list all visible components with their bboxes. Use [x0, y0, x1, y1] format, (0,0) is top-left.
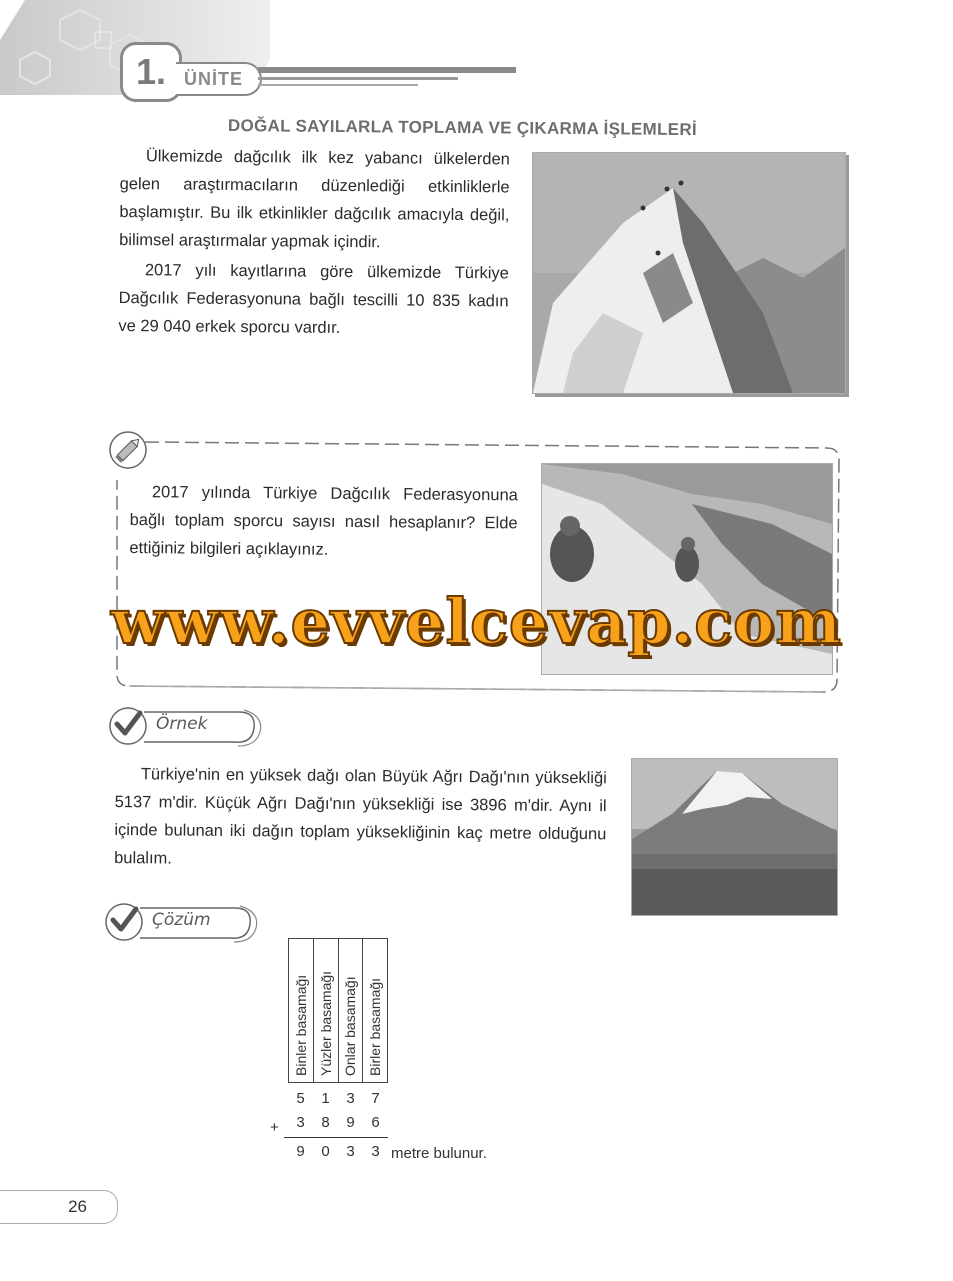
digit: 0 [321, 1143, 330, 1160]
intro-paragraph-1: Ülkemizde dağcılık ilk kez yabancı ülkelerden gelen araştırmacıların düzenlediği etkinliklerle başlamıştır. Bu ilk etkinlikler dağcılık amacıyla değil, bilimsel araştırmalar yapmak içindir. [119, 147, 510, 252]
place-value-table [288, 938, 388, 1083]
solution-label: Çözüm [152, 910, 211, 930]
digit: 3 [296, 1114, 305, 1131]
addend-row-1 [288, 1090, 388, 1107]
digit: 6 [371, 1114, 380, 1131]
checkmark-icon [108, 904, 140, 936]
digit: 3 [346, 1143, 355, 1160]
intro-paragraph-2: 2017 yılı kayıtlarına göre ülkemizde Türkiye Dağcılık Federasyonuna bağlı tescilli 10 835 kadın ve 29 040 erkek sporcu vardır. [118, 261, 509, 337]
digit: 5 [296, 1090, 305, 1107]
column-header: Yüzler basamağı [317, 970, 334, 1076]
unit-label-tab: ÜNİTE [176, 62, 262, 96]
page-number: 26 [0, 1190, 118, 1224]
header-decorative-lines [258, 64, 516, 94]
result-suffix: metre bulunur. [391, 1145, 487, 1162]
activity-question: 2017 yılında Türkiye Dağcılık Federasyonuna bağlı toplam sporcu sayısı nasıl hesaplanır? Elde ettiğiniz bilgileri açıklayınız. [129, 483, 518, 559]
mount-agri-illustration [632, 759, 837, 915]
column-tens [339, 939, 364, 1082]
digit: 9 [346, 1114, 355, 1131]
checkmark-icon [112, 708, 144, 740]
mountain-summit-photo [532, 152, 846, 394]
digit: 3 [371, 1143, 380, 1160]
column-ones [363, 939, 387, 1082]
pencil-icon [108, 430, 148, 470]
digit: 8 [321, 1114, 330, 1131]
column-hundreds [314, 939, 339, 1082]
sum-line [284, 1137, 388, 1138]
intro-text [118, 142, 510, 343]
column-header: Onlar basamağı [342, 976, 359, 1076]
watermark-text: www.evvelcevap.com [111, 585, 842, 658]
sum-row [288, 1143, 388, 1160]
addend-row-2 [288, 1114, 388, 1131]
example-label: Örnek [156, 714, 208, 734]
page-heading: DOĞAL SAYILARLA TOPLAMA VE ÇIKARMA İŞLEMLERİ [227, 116, 698, 140]
column-header: Birler basamağı [367, 977, 384, 1076]
column-thousands [289, 939, 314, 1082]
plus-operator: + [270, 1119, 279, 1136]
digit: 1 [321, 1090, 330, 1107]
example-text: Türkiye'nin en yüksek dağı olan Büyük Ağrı Dağı'nın yüksekliği 5137 m'dir. Küçük Ağrı Dağı'nın yüksekliği ise 3896 m'dir. Aynı il içinde bulunan iki dağın toplam yüksekliğinin kaç metre olduğunu bulalım. [114, 765, 607, 868]
unit-number-badge: 1. [120, 42, 182, 102]
column-header: Binler basamağı [292, 974, 309, 1076]
mount-agri-photo [631, 758, 838, 916]
digit: 9 [296, 1143, 305, 1160]
digit: 7 [371, 1090, 380, 1107]
digit: 3 [346, 1090, 355, 1107]
mountain-summit-illustration [533, 153, 845, 393]
